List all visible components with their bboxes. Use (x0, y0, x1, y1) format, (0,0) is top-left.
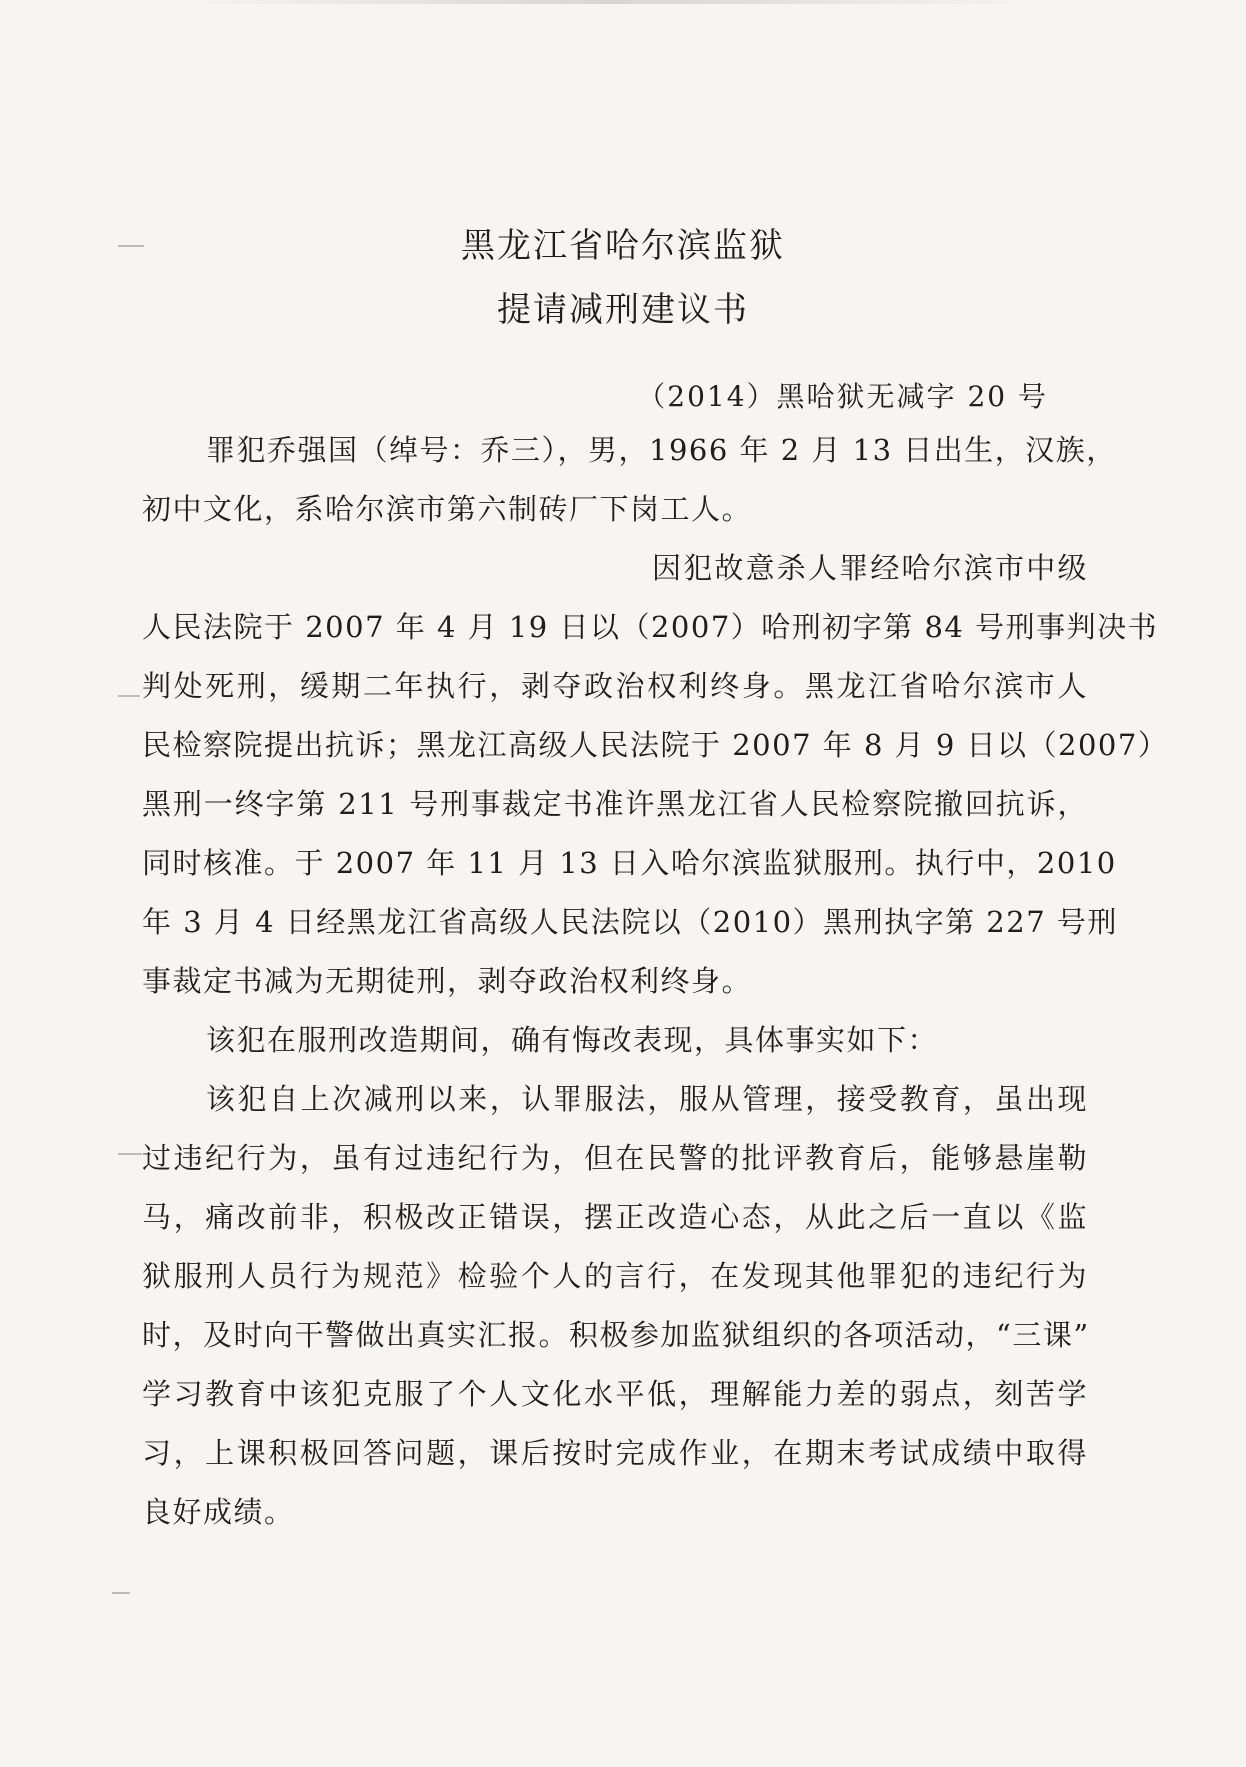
body-line: 黑刑一终字第 211 号刑事裁定书准许黑龙江省人民检察院撤回抗诉， (142, 787, 1088, 821)
body-line: 良好成绩。 (142, 1495, 295, 1529)
body-line: 年 3 月 4 日经黑龙江省高级人民法院以（2010）黑刑执字第 227 号刑 (142, 905, 1118, 939)
body-line: 初中文化，系哈尔滨市第六制砖厂下岗工人。 (142, 492, 753, 526)
body-line: 时，及时向干警做出真实汇报。积极参加监狱组织的各项活动，“三课” (142, 1318, 1090, 1352)
body-line: 过违纪行为，虽有过违纪行为，但在民警的批评教育后，能够悬崖勒 (142, 1141, 1088, 1175)
margin-mark (118, 1153, 142, 1155)
document-number: （2014）黑哈狱无减字 20 号 (637, 380, 1048, 413)
document-subtitle: 提请减刑建议书 (497, 290, 749, 330)
body-line: 事裁定书减为无期徒刑，剥夺政治权利终身。 (142, 964, 753, 998)
body-line: 民检察院提出抗诉；黑龙江高级人民法院于 2007 年 8 月 9 日以（2007） (142, 728, 1169, 762)
body-line: 狱服刑人员行为规范》检验个人的言行，在发现其他罪犯的违纪行为 (142, 1259, 1088, 1293)
body-line: 判处死刑，缓期二年执行，剥夺政治权利终身。黑龙江省哈尔滨市人 (142, 669, 1088, 703)
margin-mark (112, 1592, 130, 1594)
body-line: 因犯故意杀人罪经哈尔滨市中级 (652, 551, 1088, 585)
document-title: 黑龙江省哈尔滨监狱 (461, 226, 785, 266)
body-line: 马，痛改前非，积极改正错误，摆正改造心态，从此之后一直以《监 (142, 1200, 1088, 1234)
body-line: 同时核准。于 2007 年 11 月 13 日入哈尔滨监狱服刑。执行中，2010 (142, 846, 1117, 880)
margin-mark (118, 695, 140, 697)
body-line: 该犯在服刑改造期间，确有悔改表现，具体事实如下： (206, 1023, 939, 1057)
body-line: 学习教育中该犯克服了个人文化水平低，理解能力差的弱点，刻苦学 (142, 1377, 1088, 1411)
body-line: 该犯自上次减刑以来，认罪服法，服从管理，接受教育，虽出现 (206, 1082, 1088, 1116)
body-line: 罪犯乔强国（绰号：乔三），男，1966 年 2 月 13 日出生，汉族， (206, 433, 1117, 467)
body-line: 习，上课积极回答问题，课后按时完成作业，在期末考试成绩中取得 (142, 1436, 1088, 1470)
body-line: 人民法院于 2007 年 4 月 19 日以（2007）哈刑初字第 84 号刑事判决书 (142, 610, 1159, 644)
scan-streak (180, 0, 1040, 4)
